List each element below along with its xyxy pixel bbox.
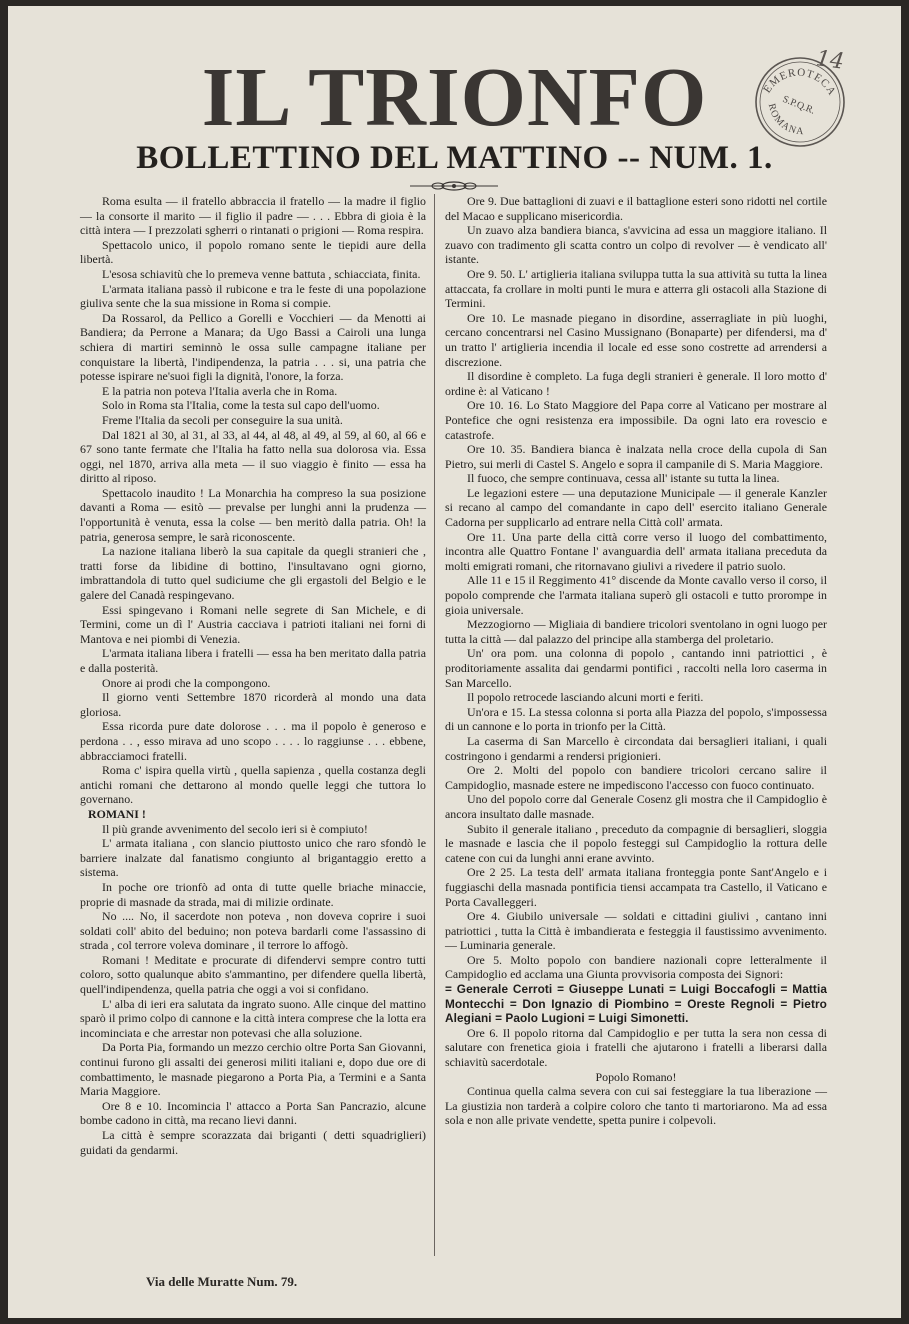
paragraph: Il più grande avvenimento del secolo ieri si è compiuto! — [102, 821, 368, 836]
page-title: IL TRIONFO — [201, 51, 708, 144]
paragraph: Ore 8 e 10. Incomincia l' attacco a Porta San Pancrazio, alcune bombe cadono in città, ma recano lievi danni. — [80, 1098, 426, 1128]
paragraph: Ore 9. Due battaglioni di zuavi e il battaglione esteri sono ridotti nel cortile del Macao e supplicano misericordia. — [445, 194, 827, 223]
paragraph: Ore 5. Molto popolo con bandiere nazionali copre letteralmente il Campidoglio ed acclama una Giunta provvisoria composta dei Signori: — [445, 952, 827, 982]
paragraph: In poche ore trionfò ad onta di tutte quelle briache minaccie, proprie di masnade da strada, mai di milizie ordinate. — [80, 879, 426, 909]
ornament-divider-icon — [408, 180, 500, 192]
paragraph: Subito il generale italiano , preceduto da compagnie di bersaglieri, sloggia le masnade e lascia che il popolo festeggi sul Campidoglio la rottura delle catene con cui da lunghi anni erane avvinto. — [445, 821, 827, 865]
stamp-mid-text: S.P.Q.R. — [780, 93, 817, 117]
paragraph: Il fuoco, che sempre continuava, cessa all' istante su tutta la linea. — [467, 471, 780, 486]
paragraph: Romani ! Meditate e procurate di difendervi sempre contro tutti coloro, sotto qualunque abito s'ammantino, per difendere quella libertà, quell'indipendenza, quella patria che oggi a voi si confidano. — [80, 952, 426, 997]
paragraph: La città è sempre scorazzata dai briganti ( detti squadriglieri) guidati da gendarmi. — [80, 1128, 426, 1157]
romani-heading: ROMANI ! — [88, 806, 146, 821]
page-subtitle: BOLLETTINO DEL MATTINO -- NUM. 1. — [136, 140, 773, 176]
paragraph: Il giorno venti Settembre 1870 ricorderà al mondo una data gloriosa. — [80, 690, 426, 719]
paragraph: L' alba di ieri era salutata da ingrato suono. Alle cinque del mattino sparò il primo colpo di cannone e la città intera comprese che la lotta era incominciata e che arrestar non potevasi che alla soluzione. — [80, 996, 426, 1040]
stamp-bottom-text: ROMANA — [765, 102, 805, 138]
paragraph: La nazione italiana liberò la sua capitale da quegli stranieri che , tratti forse da libidine di bottino, l'insultavano ogni giorno, imbrattandola di tutto quel sudiciume che gli ergastoli del Belgio e le galere del Canadà respingevano. — [80, 544, 426, 603]
paragraph: Ore 9. 50. L' artiglieria italiana sviluppa tutta la sua attività su tutta la linea attaccata, fa crollare in molti punti le mura e atterra gli ostacoli alla Stazione di Termini. — [445, 266, 827, 311]
left-column — [80, 194, 426, 1258]
paragraph: Ore 6. Il popolo ritorna dal Campidoglio e per tutta la sera non cessa di salutare con frenetica gioia i fratelli che ajutarono i fratelli a liberarsi dalla schiavitù sacerdotale. — [445, 1025, 827, 1070]
paragraph: L'esosa schiavitù che lo premeva venne battuta , schiacciata, finita. — [102, 266, 421, 281]
right-column — [445, 194, 827, 1258]
paragraph: Ore 11. Una parte della città corre verso il luogo del combattimento, incontra alle Quattro Fontane l' avanguardia dell' armata italiana preceduta da molti emigrati romani, che ritornavano giulivi a rivedere il patrio suolo. — [445, 529, 827, 573]
newspaper-sheet — [8, 6, 901, 1318]
paragraph: Essi spingevano i Romani nelle segrete di San Michele, e di Termini, come un dì l' Austria cacciava i patrioti italiani nei forni di Mantova e nei piombi di Venezia. — [80, 602, 426, 646]
paragraph: Uno del popolo corre dal Generale Cosenz gli mostra che il Campidoglio è ancora insultato dalle masnade. — [445, 792, 827, 821]
paragraph: L' armata italiana , con slancio piuttosto unico che raro sfondò le barriere inalzate dal fanatismo congiunto al brigantaggio eretto a sistema. — [80, 836, 426, 880]
paragraph: Le legazioni estere — una deputazione Municipale — il generale Kanzler si recano al campo del comandante in capo dell' esercito italiano Generale Cadorna per supplicarlo ad entrare nella Città coll' armata. — [445, 485, 827, 530]
column-divider — [434, 194, 435, 1256]
paragraph: Ore 4. Giubilo universale — soldati e cittadini giulivi , cantano inni patriottici , tutta la Città è imbandierata e festeggia il faustissimo avvenimento. — Luminaria generale. — [445, 909, 827, 953]
paragraph: L'armata italiana passò il rubicone e tra le feste di una popolazione giuliva sente che la sua missione in Roma si compie. — [80, 281, 426, 311]
paragraph: Essa ricorda pure date dolorose . . . ma il popolo è generoso e perdona . . , esso mirava ad uno scopo . . . . lo raggiunse . . . ebbene, abbracciamoci fratelli. — [80, 719, 426, 763]
closing-paragraph: Continua quella calma severa con cui sai festeggiare la tua liberazione — La giustizia non tarderà a colpire coloro che tanto ti martoriarono. Ma ad essa sola e non alle private vendette, spetta punire i colpevoli. — [445, 1084, 827, 1128]
stamp-top-text: EMEROTECA — [761, 66, 839, 99]
paragraph: Ore 10. 35. Bandiera bianca è inalzata nella croce della cupola di San Pietro, sui merli di Castel S. Angelo e sopra il campanile di S. Maria Maggiore. — [445, 442, 827, 471]
paragraph: La caserma di San Marcello è circondata dai bersaglieri italiani, i quali costringono i gendarmi a rendersi prigionieri. — [445, 733, 827, 763]
junta-names: = Generale Cerroti = Giuseppe Lunati = Luigi Boccafogli = Mattia Montecchi = Don Ignazio di Piombino = Oreste Regnoli = Pietro Alegiani = Paolo Lugioni = Luigi Simonetti. — [445, 982, 827, 1026]
popolo-romano-heading: Popolo Romano! — [595, 1069, 677, 1084]
paragraph: Un' ora pom. una colonna di popolo , cantando inni patriottici , è proditoriamente assalita dai gendarmi pontifici , raccolti nella loro caserma in San Marcello. — [445, 646, 827, 690]
paragraph: E la patria non poteva l'Italia averla che in Roma. — [102, 383, 338, 398]
paragraph: Un'ora e 15. La stessa colonna si porta alla Piazza del popolo, s'impossessa di un cannone e lo porta in trionfo per la Città. — [445, 704, 827, 734]
paragraph: Ore 10. Le masnade piegano in disordine, asserragliate in più luoghi, cercano concentrarsi nel Casino Mussignano (Bonaparte) per difendersi, ma d' un tratto l' artiglieria incendia il locale ed esse sono costrette ad arrendersi a discrezione. — [445, 310, 827, 369]
paragraph: Roma c' ispira quella virtù , quella sapienza , quella costanza degli antichi romani che dettarono al mondo quelle leggi che tuttora lo governano. — [80, 763, 426, 807]
paragraph: L'armata italiana libera i fratelli — essa ha ben meritato dalla patria e dalla posterità. — [80, 646, 426, 675]
paragraph: Ore 10. 16. Lo Stato Maggiore del Papa corre al Vaticano per mostrare al Pontefice che ogni resistenza era impossibile. Da ogni lato era rovescio e catastrofe. — [445, 398, 827, 442]
paragraph: Roma esulta — il fratello abbraccia il fratello — la madre il figlio — la consorte il marito — il figlio il padre — . . . Ebbra di gioia è la città intera — I prezzolati sgherri o rintanati o prigioni — Roma respira. — [80, 194, 426, 238]
paragraph: Alle 11 e 15 il Reggimento 41° discende da Monte cavallo verso il corso, il popolo comprende che l'armata italiana superò gli ostacoli e tutto prorompe in gioia universale. — [445, 573, 827, 617]
paragraph: Spettacolo unico, il popolo romano sente le tiepidi aure della libertà. — [80, 237, 426, 267]
paragraph: No .... No, il sacerdote non poteva , non doveva coprire i suoi soldati coll' abito del beduino; non poteva bardarli come l'assassino di strada , col terrore voleva dominare , il terrore lo affogò. — [80, 909, 426, 953]
paragraph: Da Porta Pia, formando un mezzo cerchio oltre Porta San Giovanni, continui furono gli assalti dei generosi militi italiani e, dopo due ore di combattimento, le masnade piegarono a Porta Pia, a Termini e a Santa Maria Maggiore. — [80, 1040, 426, 1099]
paragraph: Onore ai prodi che la compongono. — [102, 675, 271, 690]
paragraph: Il disordine è completo. La fuga degli stranieri è generale. Il loro motto d' ordine è: al Vaticano ! — [445, 369, 827, 398]
paragraph: Ore 2 25. La testa dell' armata italiana fronteggia ponte Sant'Angelo e i fuggiaschi della masnada pontificia tiensi accampata tra Castello, il Vaticano e Porta Cavalleggeri. — [445, 865, 827, 909]
paragraph: Dal 1821 al 30, al 31, al 33, al 44, al 48, al 49, al 59, al 60, al 66 e 67 sono tante fermate che l'Italia ha fatto nella sua dolorosa via. Essa oggi, nel 1870, arriva alla meta — il suo viaggio è finito — essa ha diritto al riposo. — [80, 427, 426, 486]
paragraph: Solo in Roma sta l'Italia, come la testa sul capo dell'uomo. — [102, 398, 380, 413]
paragraph: Il popolo retrocede lasciando alcuni morti e feriti. — [467, 690, 704, 705]
paragraph: Un zuavo alza bandiera bianca, s'avvicina ad essa un maggiore italiano. Il zuavo con tradimento gli scatta contro un colpo di revolver — è vendicato all' istante. — [445, 223, 827, 267]
paragraph: Ore 2. Molti del popolo con bandiere tricolori cercano salire il Campidoglio, masnade estere ne impediscono l'accesso con fuoco continuato. — [445, 763, 827, 792]
footer-address: Via delle Muratte Num. 79. — [146, 1274, 298, 1289]
paragraph: Mezzogiorno — Migliaia di bandiere tricolori sventolano in ogni luogo per tutta la città — dal palazzo del principe alla stamberga del proletario. — [445, 617, 827, 646]
paragraph: Da Rossarol, da Pellico a Gorelli e Vocchieri — da Menotti ai Bandiera; da Perrone a Manara; da Ugo Bassi a Cairoli una lunga schiera di martiri seminnò le ossa sulle campagne italiane per conquistare la libertà, l'indipendenza, la patria . . . si, una patria che potesse ispirare ne'suoi figli la dignità, l'onore, la forza. — [80, 310, 426, 384]
paragraph: Spettacolo inaudito ! La Monarchia ha compreso la sua posizione davanti a Roma — esitò — prevalse per lunghi anni la prudenza — l'opportunità è venuta, essa la colse — ben meritò dalla patria. Oh! la patria, generosa sempre, le sarà riconoscente. — [80, 485, 426, 544]
paragraph: Freme l'Italia da secoli per conseguire la sua unità. — [102, 412, 343, 427]
handwritten-number: 14 — [814, 46, 846, 75]
